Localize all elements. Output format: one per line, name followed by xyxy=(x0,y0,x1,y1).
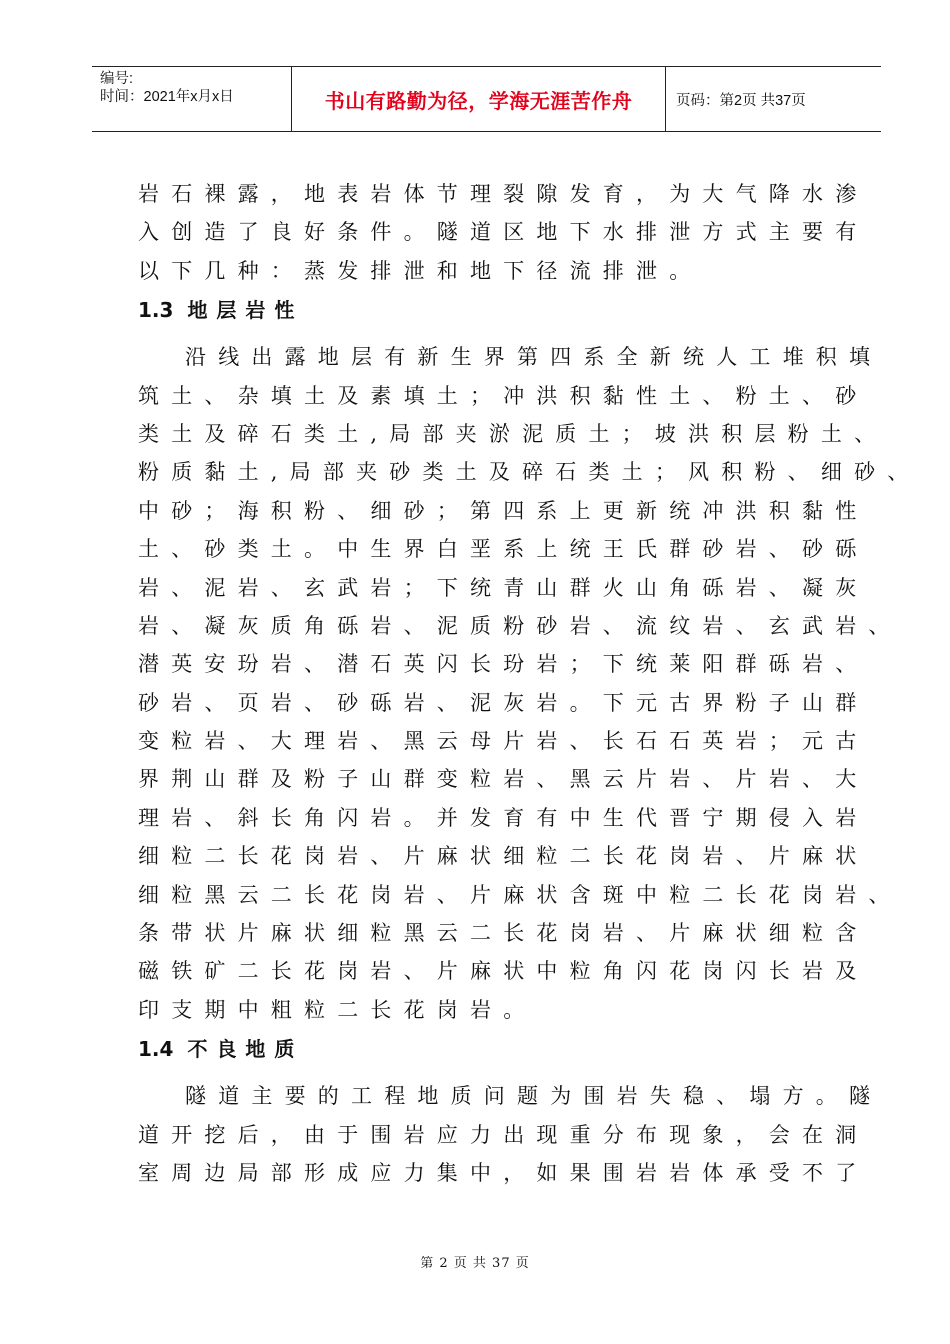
body-line: 以下几种：蒸发排泄和地下径流排泄。 xyxy=(138,258,703,283)
body-line: 细粒二长花岗岩、片麻状细粒二长花岗岩、片麻状 xyxy=(138,844,869,869)
section-title: 不良地质 xyxy=(187,1037,304,1062)
body-line: 潜英安玢岩、潜石英闪长玢岩；下统莱阳群砾岩、 xyxy=(138,652,869,677)
section-heading-1-4 xyxy=(138,1027,858,1071)
body-line: 筑土、杂填土及素填土；冲洪积黏性土、粉土、砂 xyxy=(138,383,869,408)
body-line: 磁铁矿二长花岗岩、片麻状中粒角闪花岗闪长岩及 xyxy=(138,959,869,984)
document-body xyxy=(138,175,921,1192)
body-line: 室周边局部形成应力集中，如果围岩岩体承受不了 xyxy=(138,1160,869,1185)
body-line: 沿线出露地层有新生界第四系全新统人工堆积填 xyxy=(185,345,883,370)
body-line: 入创造了良好条件。隧道区地下水排泄方式主要有 xyxy=(138,220,869,245)
body-line: 土、砂类土。中生界白垩系上统王氏群砂岩、砂砾 xyxy=(138,537,869,562)
body-line: 隧道主要的工程地质问题为围岩失稳、塌方。隧 xyxy=(185,1084,883,1109)
header-meta xyxy=(92,67,292,131)
section-title: 地层岩性 xyxy=(187,298,304,323)
document-time-label: 时间：2021年x月x日 xyxy=(100,89,234,105)
section-number: 1.4 xyxy=(138,1037,174,1062)
body-line: 砂岩、页岩、砂砾岩、泥灰岩。下元古界粉子山群 xyxy=(138,690,869,715)
body-line: 粉质黏土,局部夹砂类土及碎石类土；风积粉、细砂、 xyxy=(138,460,921,485)
body-line: 类土及碎石类土,局部夹淤泥质土；坡洪积层粉土、 xyxy=(138,421,888,446)
page-header xyxy=(92,66,881,132)
body-line: 中砂；海积粉、细砂；第四系上更新统冲洪积黏性 xyxy=(138,498,869,523)
header-motto: 书山有路勤为径，学海无涯苦作舟 xyxy=(292,67,666,131)
body-line: 界荆山群及粉子山群变粒岩、黑云片岩、片岩、大 xyxy=(138,767,869,792)
section-heading-1-3 xyxy=(138,288,858,332)
header-page-number: 页码：第2页 共37页 xyxy=(676,92,806,109)
body-line: 理岩、斜长角闪岩。并发育有中生代晋宁期侵入岩 xyxy=(138,805,869,830)
body-line: 印支期中粗粒二长花岗岩。 xyxy=(138,997,537,1022)
body-line: 道开挖后，由于围岩应力出现重分布现象，会在洞 xyxy=(138,1122,869,1147)
body-line: 细粒黑云二长花岗岩、片麻状含斑中粒二长花岗岩、 xyxy=(138,882,902,907)
body-line: 条带状片麻状细粒黑云二长花岗岩、片麻状细粒含 xyxy=(138,921,869,946)
body-line: 岩、泥岩、玄武岩；下统青山群火山角砾岩、凝灰 xyxy=(138,575,869,600)
page-footer: 第 2 页 共 37 页 xyxy=(420,1256,530,1271)
body-line: 岩石裸露，地表岩体节理裂隙发育，为大气降水渗 xyxy=(138,182,869,206)
body-line: 变粒岩、大理岩、黑云母片岩、长石石英岩；元古 xyxy=(138,729,869,754)
body-line: 岩、凝灰质角砾岩、泥质粉砂岩、流纹岩、玄武岩、 xyxy=(138,613,902,638)
section-number: 1.3 xyxy=(138,298,174,323)
document-number-label: 编号: xyxy=(100,71,134,87)
